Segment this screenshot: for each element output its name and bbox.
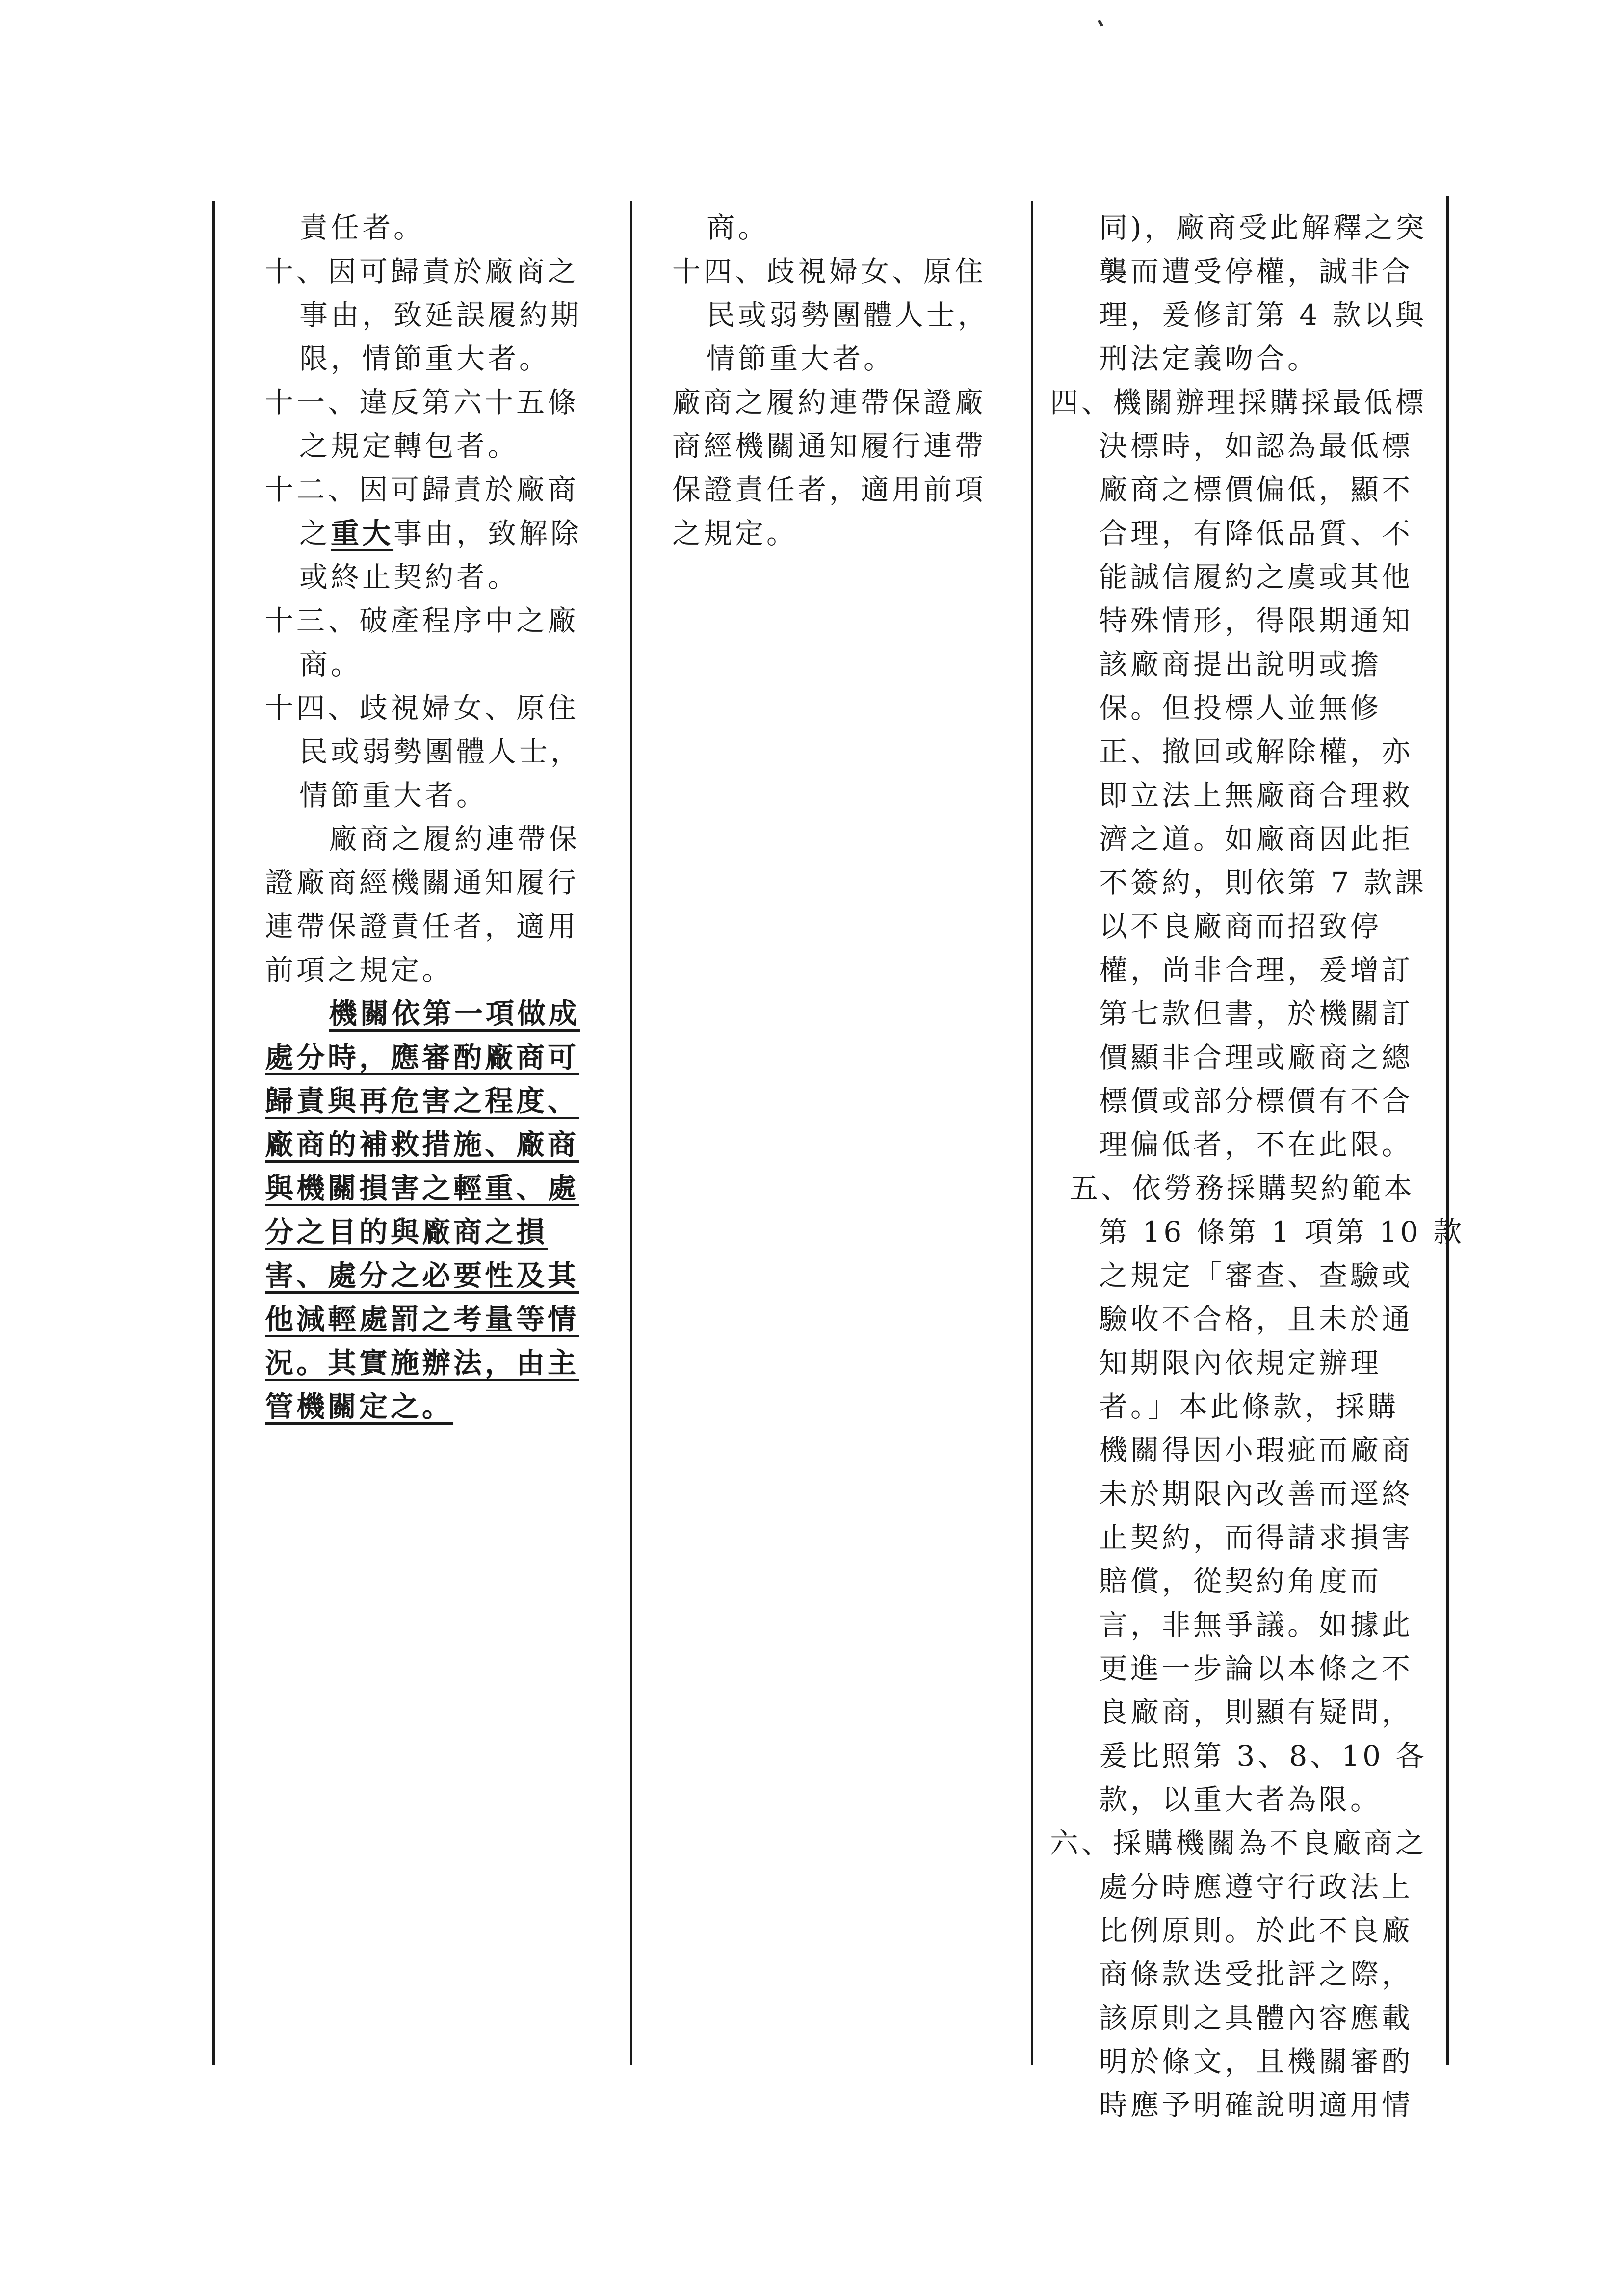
text-line bbox=[1050, 1385, 1442, 1429]
text-line bbox=[1050, 337, 1442, 381]
text-line bbox=[265, 948, 608, 992]
text-segment: 六、採購機關為不良廠商之 bbox=[1050, 1826, 1427, 1860]
text-segment: 或終止契約者。 bbox=[299, 560, 520, 594]
text-line bbox=[265, 555, 608, 599]
column-divider-2 bbox=[1031, 201, 1033, 2065]
text-segment: 五、依勞務採購契約範本 bbox=[1070, 1172, 1415, 1205]
text-segment: 爰比照第 3、8、10 各 bbox=[1099, 1739, 1427, 1773]
column-law-text-current bbox=[672, 206, 1025, 555]
text-line bbox=[1050, 861, 1442, 905]
text-line bbox=[1050, 905, 1442, 948]
text-segment: 商。 bbox=[299, 648, 363, 681]
column-law-text-amended bbox=[265, 206, 608, 1429]
text-segment: 款，以重大者為限。 bbox=[1099, 1783, 1382, 1816]
text-line bbox=[1050, 1036, 1442, 1079]
text-line bbox=[1050, 1123, 1442, 1167]
text-segment: 民或弱勢團體人士， bbox=[707, 298, 990, 332]
text-line bbox=[1050, 381, 1442, 424]
text-segment: 十三、破產程序中之廠 bbox=[265, 604, 579, 637]
text-line bbox=[1050, 992, 1442, 1036]
scan-mark bbox=[1098, 19, 1103, 26]
text-line bbox=[265, 1123, 608, 1167]
text-line bbox=[1050, 730, 1442, 774]
text-line bbox=[265, 774, 608, 817]
text-line bbox=[1050, 774, 1442, 817]
emphasized-text: 與機關損害之輕重、處 bbox=[265, 1172, 579, 1205]
emphasized-text: 害、處分之必要性及其 bbox=[265, 1259, 579, 1292]
text-line bbox=[265, 424, 608, 468]
text-line bbox=[1050, 1429, 1442, 1472]
text-segment: 知期限內依規定辦理 bbox=[1099, 1346, 1382, 1380]
text-segment: 第七款但書，於機關訂 bbox=[1099, 997, 1414, 1030]
emphasized-text: 管機關定之。 bbox=[265, 1390, 454, 1423]
text-segment: 第 16 條第 1 項第 10 款 bbox=[1099, 1215, 1465, 1249]
emphasized-text: 機關依第一項做成 bbox=[329, 997, 580, 1030]
text-line bbox=[1050, 1560, 1442, 1603]
text-line bbox=[1050, 1603, 1442, 1647]
text-line bbox=[1050, 1472, 1442, 1516]
text-line bbox=[265, 468, 608, 512]
text-segment: 濟之道。如廠商因此拒 bbox=[1099, 822, 1414, 856]
text-line bbox=[265, 905, 608, 948]
text-segment: 責任者。 bbox=[299, 211, 425, 244]
text-segment: 十四、歧視婦女、原住 bbox=[265, 691, 579, 725]
emphasized-text: 他減輕處罰之考量等情 bbox=[265, 1303, 579, 1336]
text-segment: 處分時應遵守行政法上 bbox=[1099, 1870, 1414, 1904]
text-segment: 之規定轉包者。 bbox=[299, 429, 520, 463]
text-segment: 理，爰修訂第 4 款以與 bbox=[1099, 298, 1427, 332]
text-segment: 以不良廠商而招致停 bbox=[1099, 910, 1382, 943]
text-line bbox=[1050, 1996, 1442, 2040]
text-segment: 商條款迭受批評之際， bbox=[1099, 1957, 1414, 1991]
text-line bbox=[1050, 293, 1442, 337]
text-segment: 合理，有降低品質、不 bbox=[1099, 517, 1414, 550]
text-line bbox=[265, 206, 608, 250]
text-segment: 能誠信履約之虞或其他 bbox=[1099, 560, 1414, 594]
text-line bbox=[1050, 643, 1442, 686]
text-segment: 價顯非合理或廠商之總 bbox=[1099, 1041, 1414, 1074]
text-segment: 之規定「審查、查驗或 bbox=[1099, 1259, 1414, 1292]
text-segment: 該廠商提出說明或擔 bbox=[1099, 648, 1382, 681]
text-line bbox=[265, 512, 608, 555]
text-line bbox=[1050, 512, 1442, 555]
text-line bbox=[1050, 1341, 1442, 1385]
text-segment: 時應予明確說明適用情 bbox=[1099, 2088, 1414, 2122]
text-line bbox=[672, 468, 1025, 512]
text-segment: 者。」本此條款，採購 bbox=[1099, 1390, 1399, 1423]
text-segment: 刑法定義吻合。 bbox=[1099, 342, 1319, 375]
text-segment: 事由，致延誤履約期 bbox=[299, 298, 582, 332]
text-segment: 情節重大者。 bbox=[299, 779, 488, 812]
text-segment: 十一、違反第六十五條 bbox=[265, 386, 579, 419]
text-segment: 商經機關通知履行連帶 bbox=[672, 429, 987, 463]
text-line bbox=[1050, 1516, 1442, 1560]
text-line bbox=[265, 1341, 608, 1385]
text-line bbox=[1050, 1647, 1442, 1691]
text-segment: 廠商之履約連帶保證廠 bbox=[672, 386, 987, 419]
text-line bbox=[1050, 1822, 1442, 1865]
text-line bbox=[1050, 468, 1442, 512]
emphasized-text: 處分時，應審酌廠商可 bbox=[265, 1041, 579, 1074]
text-segment: 未於期限內改善而逕終 bbox=[1099, 1477, 1414, 1511]
text-line bbox=[265, 1079, 608, 1123]
text-segment: 十二、因可歸責於廠商 bbox=[265, 473, 579, 506]
column-explanation bbox=[1050, 206, 1465, 2127]
text-line bbox=[1050, 817, 1442, 861]
text-line bbox=[265, 1254, 608, 1298]
text-segment: 止契約，而得請求損害 bbox=[1099, 1521, 1414, 1554]
text-segment: 比例原則。於此不良廠 bbox=[1099, 1914, 1414, 1947]
text-line bbox=[1050, 1865, 1442, 1909]
text-segment: 四、機關辦理採購採最低標 bbox=[1050, 386, 1427, 419]
text-line bbox=[1050, 250, 1442, 293]
text-line bbox=[1050, 424, 1442, 468]
text-line bbox=[672, 250, 1025, 293]
text-line bbox=[672, 512, 1025, 555]
text-line bbox=[1050, 599, 1442, 643]
emphasized-text: 分之目的與廠商之損 bbox=[265, 1215, 548, 1249]
text-line bbox=[265, 1385, 608, 1429]
text-line bbox=[265, 817, 608, 861]
text-line bbox=[672, 293, 1025, 337]
text-line bbox=[265, 686, 608, 730]
text-line bbox=[672, 381, 1025, 424]
table-left-border bbox=[212, 201, 215, 2065]
text-segment: 標價或部分標價有不合 bbox=[1099, 1084, 1414, 1118]
text-line bbox=[1050, 206, 1442, 250]
text-segment: 十四、歧視婦女、原住 bbox=[672, 255, 987, 288]
text-line bbox=[265, 381, 608, 424]
text-segment: 驗收不合格，且未於通 bbox=[1099, 1303, 1414, 1336]
text-line bbox=[1050, 1953, 1442, 1996]
text-segment: 事由，致解除 bbox=[393, 517, 582, 550]
emphasized-text: 廠商的補救措施、廠商 bbox=[265, 1128, 579, 1161]
text-line bbox=[265, 250, 608, 293]
text-segment: 前項之規定。 bbox=[265, 953, 454, 987]
text-line bbox=[265, 337, 608, 381]
text-line bbox=[265, 730, 608, 774]
text-line bbox=[1050, 1691, 1442, 1734]
text-segment: 廠商之標價偏低，顯不 bbox=[1099, 473, 1414, 506]
text-segment: 限，情節重大者。 bbox=[299, 342, 551, 375]
text-segment: 保證責任者，適用前項 bbox=[672, 473, 987, 506]
text-segment: 十、因可歸責於廠商之 bbox=[265, 255, 579, 288]
text-segment: 特殊情形，得限期通知 bbox=[1099, 604, 1414, 637]
text-line bbox=[1050, 1298, 1442, 1341]
text-segment: 更進一步論以本條之不 bbox=[1099, 1652, 1414, 1685]
emphasized-text: 重大 bbox=[331, 517, 394, 550]
text-segment: 保。但投標人並無修 bbox=[1099, 691, 1382, 725]
text-line bbox=[1050, 555, 1442, 599]
table-right-border bbox=[1446, 196, 1449, 2065]
text-segment: 襲而遭受停權，誠非合 bbox=[1099, 255, 1414, 288]
text-segment: 賠償，從契約角度而 bbox=[1099, 1565, 1382, 1598]
text-segment: 該原則之具體內容應載 bbox=[1099, 2001, 1414, 2035]
text-segment: 商。 bbox=[707, 211, 770, 244]
text-segment: 良廠商，則顯有疑問， bbox=[1099, 1696, 1414, 1729]
text-segment: 即立法上無廠商合理救 bbox=[1099, 779, 1414, 812]
text-line bbox=[265, 293, 608, 337]
text-segment: 明於條文，且機關審酌 bbox=[1099, 2045, 1414, 2078]
text-line bbox=[1050, 1734, 1442, 1778]
text-line bbox=[672, 337, 1025, 381]
text-line bbox=[265, 1167, 608, 1210]
text-line bbox=[265, 1298, 608, 1341]
text-line bbox=[1050, 1909, 1442, 1953]
text-line bbox=[672, 424, 1025, 468]
text-segment: 言，非無爭議。如據此 bbox=[1099, 1608, 1414, 1642]
text-line bbox=[265, 1036, 608, 1079]
text-line bbox=[265, 992, 608, 1036]
text-segment: 權，尚非合理，爰增訂 bbox=[1099, 953, 1414, 987]
text-segment: 機關得因小瑕疵而廠商 bbox=[1099, 1434, 1414, 1467]
text-line bbox=[1050, 1167, 1442, 1210]
text-line bbox=[1050, 1778, 1442, 1822]
text-segment: 決標時，如認為最低標 bbox=[1099, 429, 1414, 463]
text-segment: 正、撤回或解除權，亦 bbox=[1099, 735, 1414, 768]
text-segment: 情節重大者。 bbox=[707, 342, 895, 375]
text-line bbox=[672, 206, 1025, 250]
text-line bbox=[1050, 686, 1442, 730]
column-divider-1 bbox=[630, 201, 632, 2065]
text-segment: 同)，廠商受此解釋之突 bbox=[1099, 211, 1427, 244]
text-segment: 理偏低者，不在此限。 bbox=[1099, 1128, 1414, 1161]
emphasized-text: 歸責與再危害之程度、 bbox=[265, 1084, 579, 1118]
text-line bbox=[1050, 2084, 1442, 2127]
text-line bbox=[1050, 1079, 1442, 1123]
text-segment: 不簽約，則依第 7 款課 bbox=[1099, 866, 1427, 899]
text-line bbox=[265, 599, 608, 643]
text-line bbox=[265, 861, 608, 905]
text-line bbox=[265, 643, 608, 686]
text-segment: 連帶保證責任者，適用 bbox=[265, 910, 579, 943]
text-line bbox=[1050, 948, 1442, 992]
emphasized-text: 況。其實施辦法，由主 bbox=[265, 1346, 579, 1380]
text-line bbox=[1050, 2040, 1442, 2084]
text-segment: 廠商之履約連帶保 bbox=[329, 822, 580, 856]
text-line bbox=[1050, 1254, 1442, 1298]
text-line bbox=[265, 1210, 608, 1254]
text-segment: 證廠商經機關通知履行 bbox=[265, 866, 579, 899]
text-segment: 之規定。 bbox=[672, 517, 798, 550]
text-segment: 之 bbox=[299, 517, 331, 550]
text-line bbox=[1050, 1210, 1465, 1254]
text-segment: 民或弱勢團體人士， bbox=[299, 735, 582, 768]
